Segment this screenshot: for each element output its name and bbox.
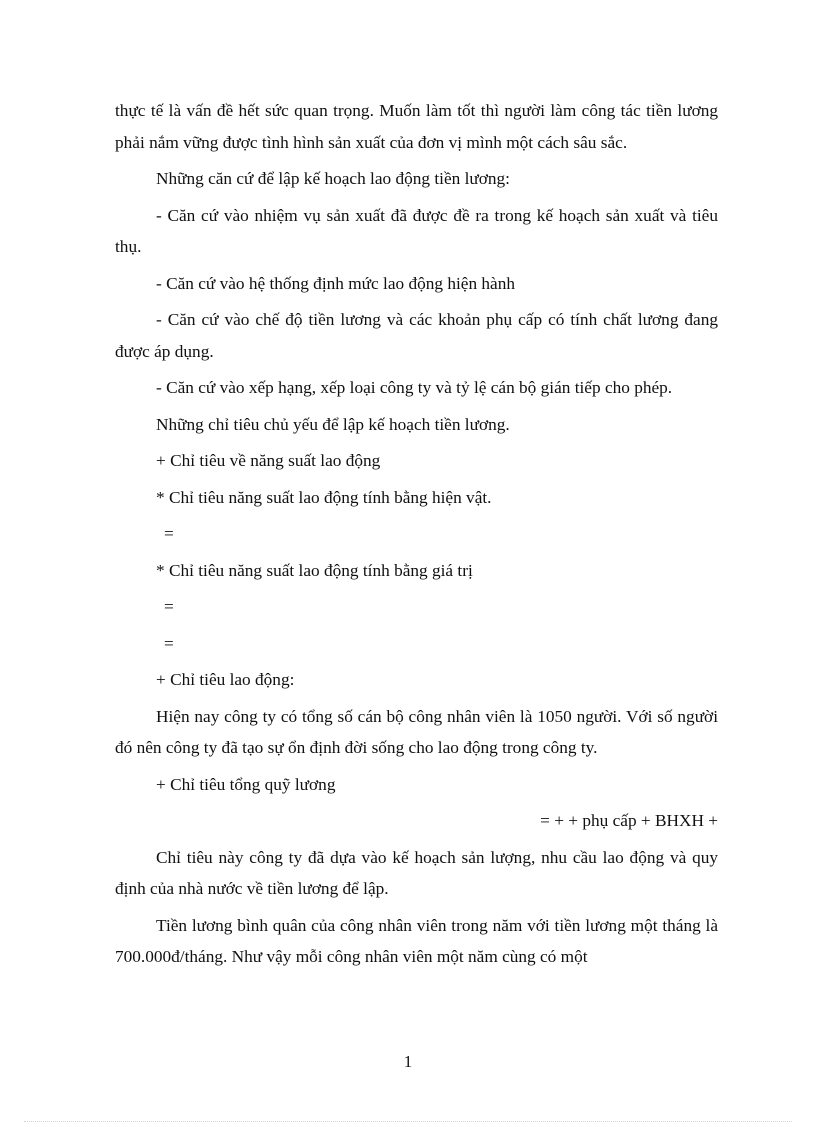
formula-line: = [164, 524, 174, 543]
formula-wage-fund: = + + phụ cấp + BHXH + [540, 811, 718, 830]
page-number: 1 [403, 1052, 413, 1071]
paragraph-wage-fund: + Chỉ tiêu tổng quỹ lương [156, 774, 336, 794]
page-bottom-rule [24, 1121, 792, 1122]
paragraph-labor: + Chỉ tiêu lao động: [156, 670, 295, 689]
paragraph-basis-norms: - Căn cứ vào hệ thống định mức lao động hiện hành [156, 273, 515, 293]
paragraph-indicators-heading: Những chỉ tiêu chủ yếu để lập kế hoạch tiền lương. [156, 414, 510, 434]
paragraph-headcount: Hiện nay công ty có tổng số cán bộ công nhân viên là 1050 người. Với số người đó nên công ty đã tạo sự ổn định đời sống cho lao động trong công ty. [115, 706, 718, 757]
paragraph-basis-ranking: - Căn cứ vào xếp hạng, xếp loại công ty và tỷ lệ cán bộ gián tiếp cho phép. [156, 378, 673, 397]
paragraph-wage-fund-basis: Chỉ tiêu này công ty đã dựa vào kế hoạch sản lượng, nhu cầu lao động và quy định của nhà nước về tiền lương để lập. [115, 847, 718, 898]
paragraph-basis-wage-regime: - Căn cứ vào chế độ tiền lương và các khoản phụ cấp có tính chất lương đang được áp dụng. [115, 310, 718, 361]
paragraph-productivity-physical: * Chỉ tiêu năng suất lao động tính bằng hiện vật. [156, 487, 492, 507]
paragraph-productivity-value: * Chỉ tiêu năng suất lao động tính bằng giá trị [156, 560, 473, 580]
formula-line: = [164, 633, 174, 653]
paragraph-intro-continuation: thực tế là vấn đề hết sức quan trọng. Muốn làm tốt thì người làm công tác tiền lương phải nắm vững được tình hình sản xuất của đơn vị mình một cách sâu sắc. [115, 101, 718, 152]
paragraph-productivity: + Chỉ tiêu về năng suất lao động [156, 451, 381, 470]
body-text [115, 95, 718, 978]
paragraph-basis-production: - Căn cứ vào nhiệm vụ sản xuất đã được đề ra trong kế hoạch sản xuất và tiêu thụ. [115, 205, 718, 256]
paragraph-average-wage: Tiền lương bình quân của công nhân viên trong năm với tiền lương một tháng là 700.000đ/tháng. Như vậy mỗi công nhân viên một năm cùng có một [115, 915, 718, 966]
paragraph-basis-heading: Những căn cứ để lập kế hoạch lao động tiền lương: [156, 169, 510, 188]
formula-line: = [164, 597, 174, 616]
